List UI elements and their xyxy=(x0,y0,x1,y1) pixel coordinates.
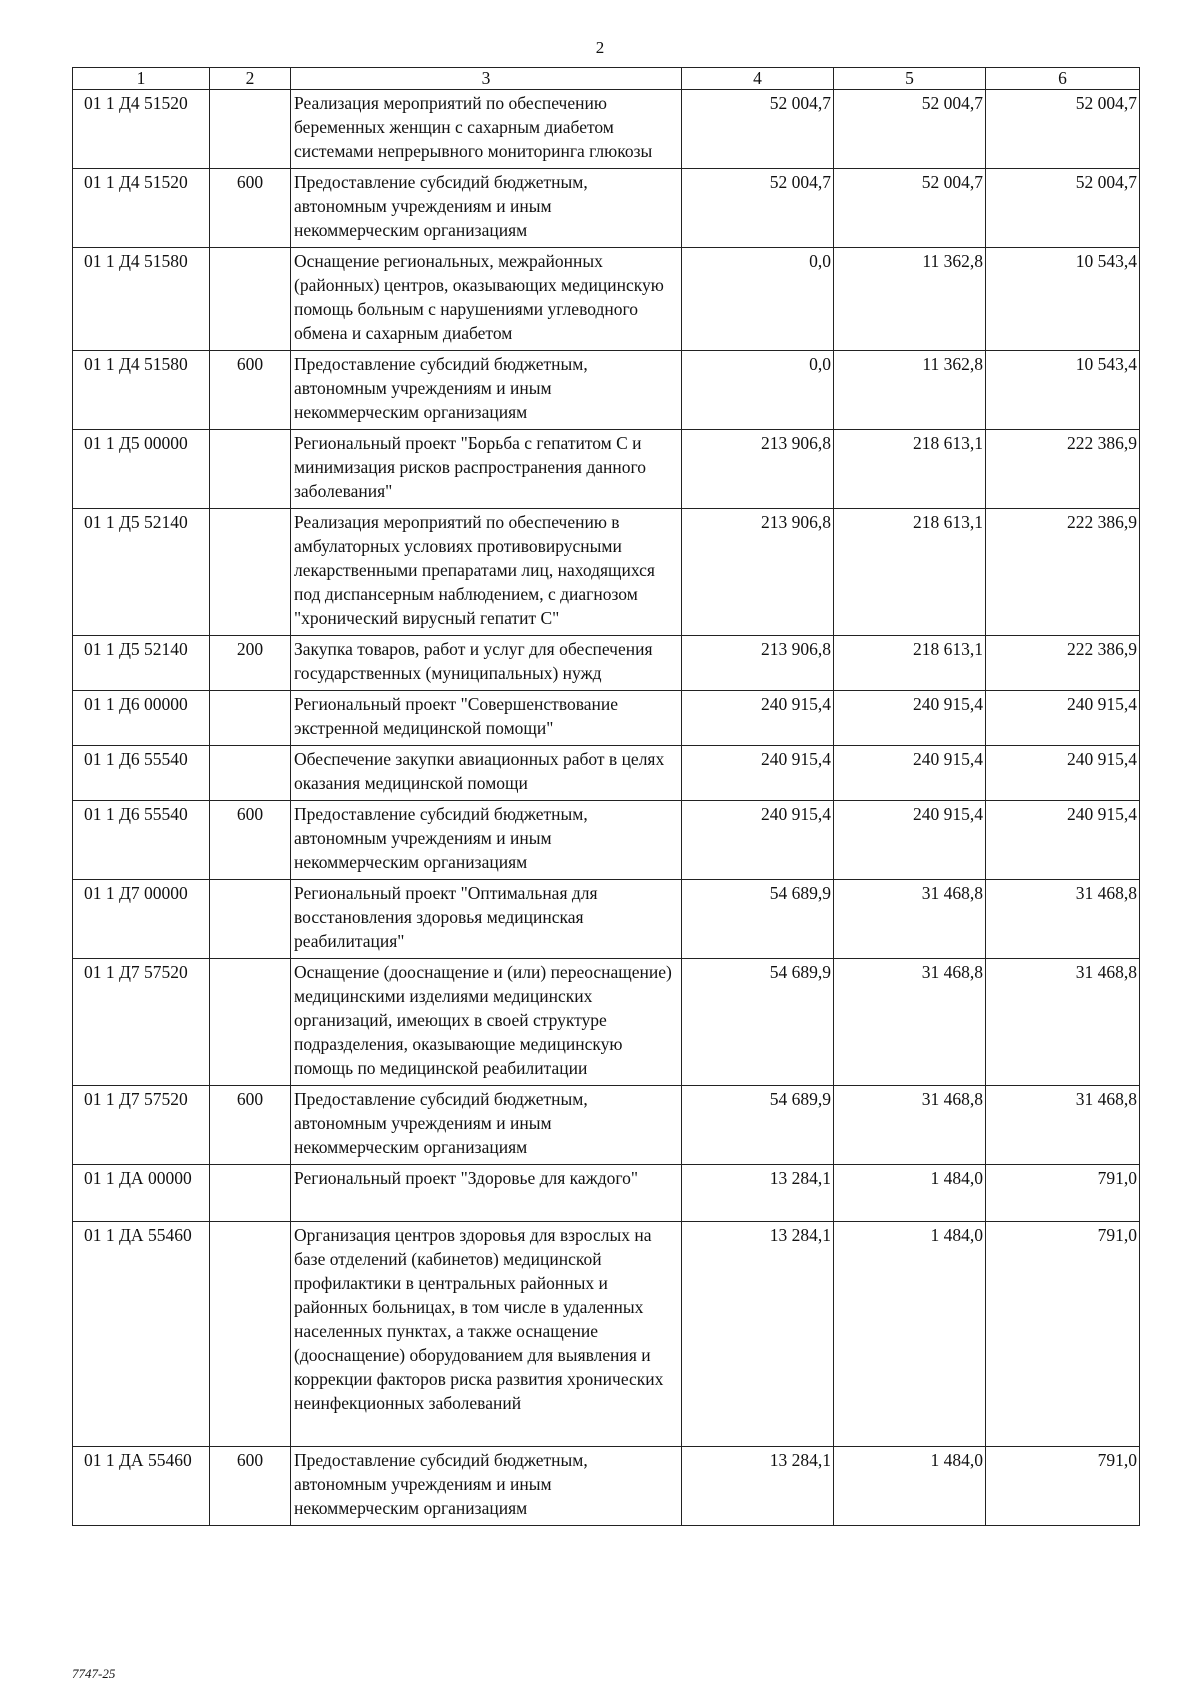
row-value-col4: 13 284,1 xyxy=(682,1165,834,1222)
row-value-col4: 240 915,4 xyxy=(682,746,834,801)
row-value-col6: 10 543,4 xyxy=(986,351,1140,430)
table-row xyxy=(73,801,1140,880)
row-expense-type xyxy=(210,691,291,746)
row-code: 01 1 Д6 55540 xyxy=(73,801,210,880)
row-value-col6: 222 386,9 xyxy=(986,430,1140,509)
table-row xyxy=(73,90,1140,169)
row-code: 01 1 ДА 55460 xyxy=(73,1222,210,1447)
row-description: Предоставление субсидий бюджетным, автономным учреждениям и иным некоммерческим организациям xyxy=(291,351,682,430)
row-expense-type xyxy=(210,746,291,801)
header-row xyxy=(73,68,1140,90)
column-header-1: 1 xyxy=(73,68,210,90)
row-description: Закупка товаров, работ и услуг для обеспечения государственных (муниципальных) нужд xyxy=(291,636,682,691)
page-number: 2 xyxy=(595,38,605,57)
row-description: Региональный проект "Здоровье для каждого" xyxy=(291,1165,682,1222)
row-code: 01 1 Д4 51580 xyxy=(73,248,210,351)
row-description: Региональный проект "Оптимальная для восстановления здоровья медицинская реабилитация" xyxy=(291,880,682,959)
row-description: Реализация мероприятий по обеспечению беременных женщин с сахарным диабетом системами непрерывного мониторинга глюкозы xyxy=(291,90,682,169)
row-value-col6: 240 915,4 xyxy=(986,746,1140,801)
table-row xyxy=(73,169,1140,248)
row-value-col4: 0,0 xyxy=(682,248,834,351)
footer-document-code: 7747-25 xyxy=(72,1666,116,1681)
row-description: Предоставление субсидий бюджетным, автономным учреждениям и иным некоммерческим организациям xyxy=(291,1447,682,1526)
row-expense-type xyxy=(210,509,291,636)
row-value-col5: 11 362,8 xyxy=(834,351,986,430)
row-value-col5: 1 484,0 xyxy=(834,1165,986,1222)
table-row xyxy=(73,746,1140,801)
row-description: Обеспечение закупки авиационных работ в целях оказания медицинской помощи xyxy=(291,746,682,801)
row-code: 01 1 Д6 00000 xyxy=(73,691,210,746)
column-header-2: 2 xyxy=(210,68,291,90)
row-value-col5: 52 004,7 xyxy=(834,169,986,248)
row-value-col4: 54 689,9 xyxy=(682,880,834,959)
row-expense-type xyxy=(210,1165,291,1222)
row-value-col4: 213 906,8 xyxy=(682,636,834,691)
row-value-col5: 31 468,8 xyxy=(834,959,986,1086)
row-value-col6: 31 468,8 xyxy=(986,959,1140,1086)
row-value-col4: 13 284,1 xyxy=(682,1222,834,1447)
row-expense-type: 600 xyxy=(210,1447,291,1526)
row-code: 01 1 Д4 51580 xyxy=(73,351,210,430)
row-description: Предоставление субсидий бюджетным, автономным учреждениям и иным некоммерческим организациям xyxy=(291,1086,682,1165)
table-row xyxy=(73,1165,1140,1222)
row-value-col6: 52 004,7 xyxy=(986,90,1140,169)
row-expense-type xyxy=(210,959,291,1086)
budget-table xyxy=(72,67,1140,1526)
row-value-col5: 52 004,7 xyxy=(834,90,986,169)
row-code: 01 1 Д5 52140 xyxy=(73,509,210,636)
table-row xyxy=(73,636,1140,691)
table-row xyxy=(73,509,1140,636)
row-value-col6: 222 386,9 xyxy=(986,636,1140,691)
row-expense-type xyxy=(210,430,291,509)
row-value-col5: 11 362,8 xyxy=(834,248,986,351)
row-value-col4: 52 004,7 xyxy=(682,90,834,169)
table-row xyxy=(73,880,1140,959)
table-body xyxy=(73,90,1140,1526)
table-row xyxy=(73,959,1140,1086)
row-value-col5: 31 468,8 xyxy=(834,1086,986,1165)
row-description: Предоставление субсидий бюджетным, автономным учреждениям и иным некоммерческим организациям xyxy=(291,169,682,248)
row-value-col6: 10 543,4 xyxy=(986,248,1140,351)
row-code: 01 1 Д7 00000 xyxy=(73,880,210,959)
row-code: 01 1 Д4 51520 xyxy=(73,169,210,248)
row-value-col6: 240 915,4 xyxy=(986,801,1140,880)
row-description: Региональный проект "Совершенствование экстренной медицинской помощи" xyxy=(291,691,682,746)
row-expense-type xyxy=(210,90,291,169)
row-value-col5: 31 468,8 xyxy=(834,880,986,959)
row-value-col6: 52 004,7 xyxy=(986,169,1140,248)
row-value-col4: 52 004,7 xyxy=(682,169,834,248)
row-code: 01 1 Д5 52140 xyxy=(73,636,210,691)
row-expense-type: 600 xyxy=(210,351,291,430)
row-code: 01 1 Д6 55540 xyxy=(73,746,210,801)
row-code: 01 1 Д7 57520 xyxy=(73,959,210,1086)
row-value-col5: 1 484,0 xyxy=(834,1447,986,1526)
row-value-col6: 791,0 xyxy=(986,1447,1140,1526)
table-row xyxy=(73,1086,1140,1165)
row-value-col4: 213 906,8 xyxy=(682,509,834,636)
row-value-col6: 31 468,8 xyxy=(986,1086,1140,1165)
row-value-col6: 222 386,9 xyxy=(986,509,1140,636)
row-value-col6: 791,0 xyxy=(986,1165,1140,1222)
row-value-col4: 54 689,9 xyxy=(682,959,834,1086)
column-header-4: 4 xyxy=(682,68,834,90)
row-value-col5: 1 484,0 xyxy=(834,1222,986,1447)
row-code: 01 1 ДА 00000 xyxy=(73,1165,210,1222)
table-row xyxy=(73,1447,1140,1526)
row-expense-type xyxy=(210,248,291,351)
row-code: 01 1 Д5 00000 xyxy=(73,430,210,509)
row-value-col5: 240 915,4 xyxy=(834,691,986,746)
column-header-5: 5 xyxy=(834,68,986,90)
row-value-col4: 240 915,4 xyxy=(682,691,834,746)
column-header-3: 3 xyxy=(291,68,682,90)
table-row xyxy=(73,1222,1140,1447)
table-row xyxy=(73,691,1140,746)
table-row xyxy=(73,248,1140,351)
row-description: Реализация мероприятий по обеспечению в амбулаторных условиях противовирусными лекарственными препаратами лиц, находящихся под диспансерным наблюдением, с диагнозом "хронический вирусный гепатит С" xyxy=(291,509,682,636)
row-value-col5: 218 613,1 xyxy=(834,636,986,691)
table-row xyxy=(73,430,1140,509)
row-description: Оснащение (дооснащение и (или) переоснащение) медицинскими изделиями медицинских организаций, имеющих в своей структуре подразделения, оказывающие медицинскую помощь по медицинской реабилитации xyxy=(291,959,682,1086)
row-value-col5: 218 613,1 xyxy=(834,509,986,636)
row-value-col4: 213 906,8 xyxy=(682,430,834,509)
row-value-col4: 240 915,4 xyxy=(682,801,834,880)
row-code: 01 1 ДА 55460 xyxy=(73,1447,210,1526)
row-value-col6: 791,0 xyxy=(986,1222,1140,1447)
row-description: Региональный проект "Борьба с гепатитом С и минимизация рисков распространения данного заболевания" xyxy=(291,430,682,509)
row-value-col6: 240 915,4 xyxy=(986,691,1140,746)
row-expense-type: 600 xyxy=(210,1086,291,1165)
row-description: Предоставление субсидий бюджетным, автономным учреждениям и иным некоммерческим организациям xyxy=(291,801,682,880)
row-description: Оснащение региональных, межрайонных (районных) центров, оказывающих медицинскую помощь больным с нарушениями углеводного обмена и сахарным диабетом xyxy=(291,248,682,351)
column-header-6: 6 xyxy=(986,68,1140,90)
row-expense-type: 200 xyxy=(210,636,291,691)
row-expense-type: 600 xyxy=(210,801,291,880)
table-row xyxy=(73,351,1140,430)
row-value-col5: 240 915,4 xyxy=(834,746,986,801)
row-value-col5: 218 613,1 xyxy=(834,430,986,509)
row-value-col4: 13 284,1 xyxy=(682,1447,834,1526)
row-expense-type xyxy=(210,1222,291,1447)
row-value-col6: 31 468,8 xyxy=(986,880,1140,959)
row-value-col4: 54 689,9 xyxy=(682,1086,834,1165)
row-code: 01 1 Д4 51520 xyxy=(73,90,210,169)
row-expense-type xyxy=(210,880,291,959)
row-description: Организация центров здоровья для взрослых на базе отделений (кабинетов) медицинской профилактики в центральных районных и районных больницах, в том числе в удаленных населенных пунктах, а также оснащение (дооснащение) оборудованием для выявления и коррекции факторов риска развития хронических неинфекционных заболеваний xyxy=(291,1222,682,1447)
row-expense-type: 600 xyxy=(210,169,291,248)
row-value-col4: 0,0 xyxy=(682,351,834,430)
row-value-col5: 240 915,4 xyxy=(834,801,986,880)
row-code: 01 1 Д7 57520 xyxy=(73,1086,210,1165)
